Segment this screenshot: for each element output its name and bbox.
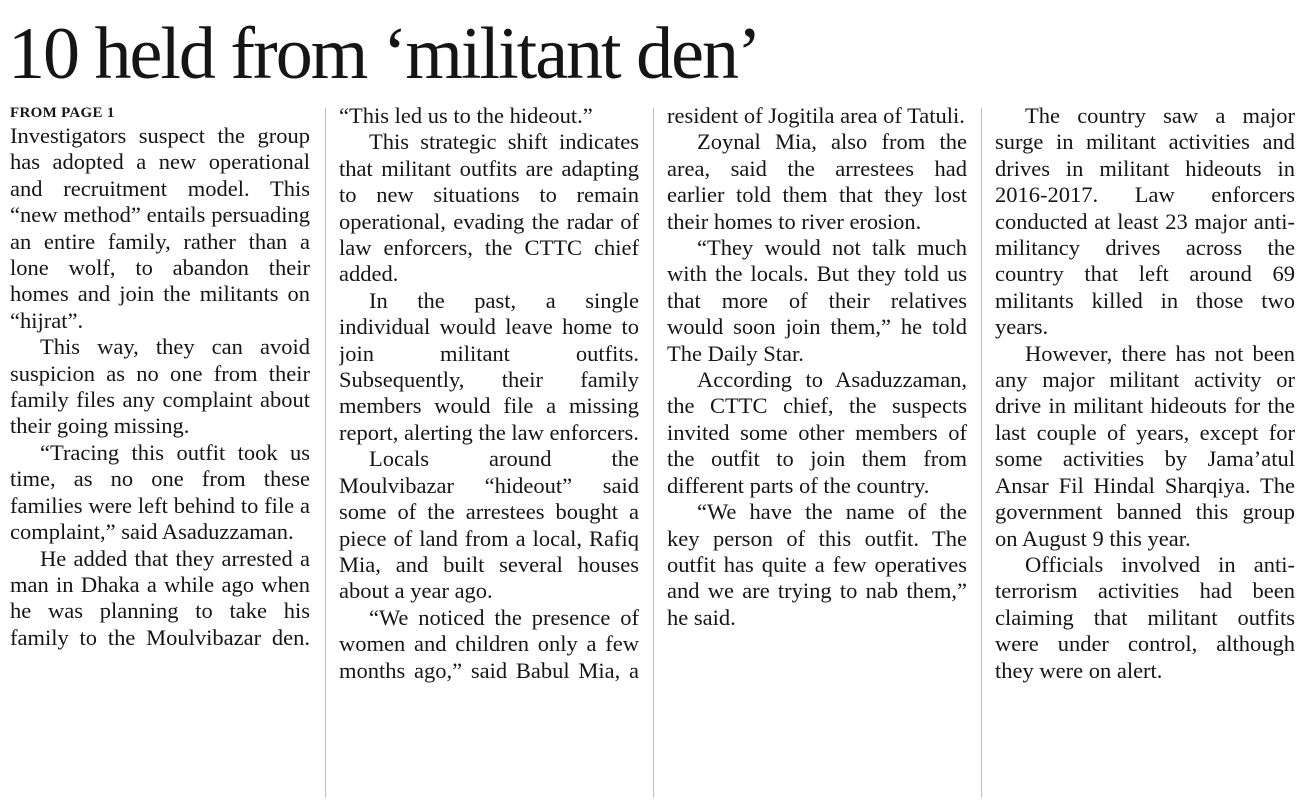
- column-rule: [653, 108, 654, 798]
- article-column-3: [667, 103, 967, 803]
- paragraph: This way, they can avoid suspicion as no one from their family files any complaint about their going missing.: [10, 334, 310, 439]
- headline: 10 held from ‘militant den’: [8, 13, 760, 95]
- article-column-2: [339, 103, 639, 803]
- paragraph: “This led us to the hideout.”: [339, 103, 593, 128]
- paragraph: Officials involved in anti-terrorism activities had been claiming that militant outfits were under control, although they were on alert.: [995, 551, 1295, 683]
- paragraph: “We have the name of the key person of this outfit. The outfit has quite a few operatives and we are trying to nab them,” he said.: [667, 499, 967, 630]
- paragraph: resident of Jogitila area of Tatuli.: [667, 103, 965, 128]
- paragraph: According to Asaduzzaman, the CTTC chief, the suspects invited some other members of the outfit to join them from different parts of the country.: [667, 367, 967, 498]
- paragraph: This strategic shift indicates that militant outfits are adapting to new situations to remain operational, evading the radar of law enforcers, the CTTC chief added.: [339, 129, 639, 287]
- paragraph: He added that they arrested a man in Dhaka a while ago when he was planning to take his family to the Moulvibazar den.: [10, 545, 310, 650]
- column-rule: [981, 108, 982, 798]
- kicker: FROM PAGE 1: [10, 105, 115, 121]
- paragraph: In the past, a single individual would leave home to join militant outfits. Subsequently, their family members would file a missing report, alerting the law enforcers.: [339, 287, 639, 445]
- paragraph: “We noticed the presence of women and children only a few months ago,” said Babul Mia, a: [339, 604, 639, 683]
- paragraph: Zoynal Mia, also from the area, said the arrestees had earlier told them that they lost their homes to river erosion.: [667, 129, 967, 234]
- paragraph: “Tracing this outfit took us time, as no one from these families were left behind to file a complaint,” said Asaduzzaman.: [10, 439, 310, 545]
- paragraph: Locals around the Moulvibazar “hideout” said some of the arrestees bought a piece of land from a local, Rafiq Mia, and built several houses about a year ago.: [339, 446, 639, 604]
- paragraph: However, there has not been any major militant activity or drive in militant hideouts for the last couple of years, except for some activities by Jama’atul Ansar Fil Hindal Sharqiya. The government banned this group on August 9 this year.: [995, 340, 1295, 551]
- article-column-4: [995, 103, 1295, 803]
- paragraph: Investigators suspect the group has adopted a new operational and recruitment model. This “new method” entails persuading an entire family, rather than a lone wolf, to abandon their homes and join the militants on “hijrat”.: [10, 123, 310, 333]
- paragraph: The country saw a major surge in militant activities and drives in militant hideouts in 2016-2017. Law enforcers conducted at least 23 major anti-militancy drives across the country that left around 69 militants killed in those two years.: [995, 103, 1295, 340]
- article-column-1: [10, 103, 310, 803]
- column-rule: [325, 108, 326, 798]
- paragraph: “They would not talk much with the locals. But they told us that more of their relatives would soon join them,” he told The Daily Star.: [667, 235, 967, 366]
